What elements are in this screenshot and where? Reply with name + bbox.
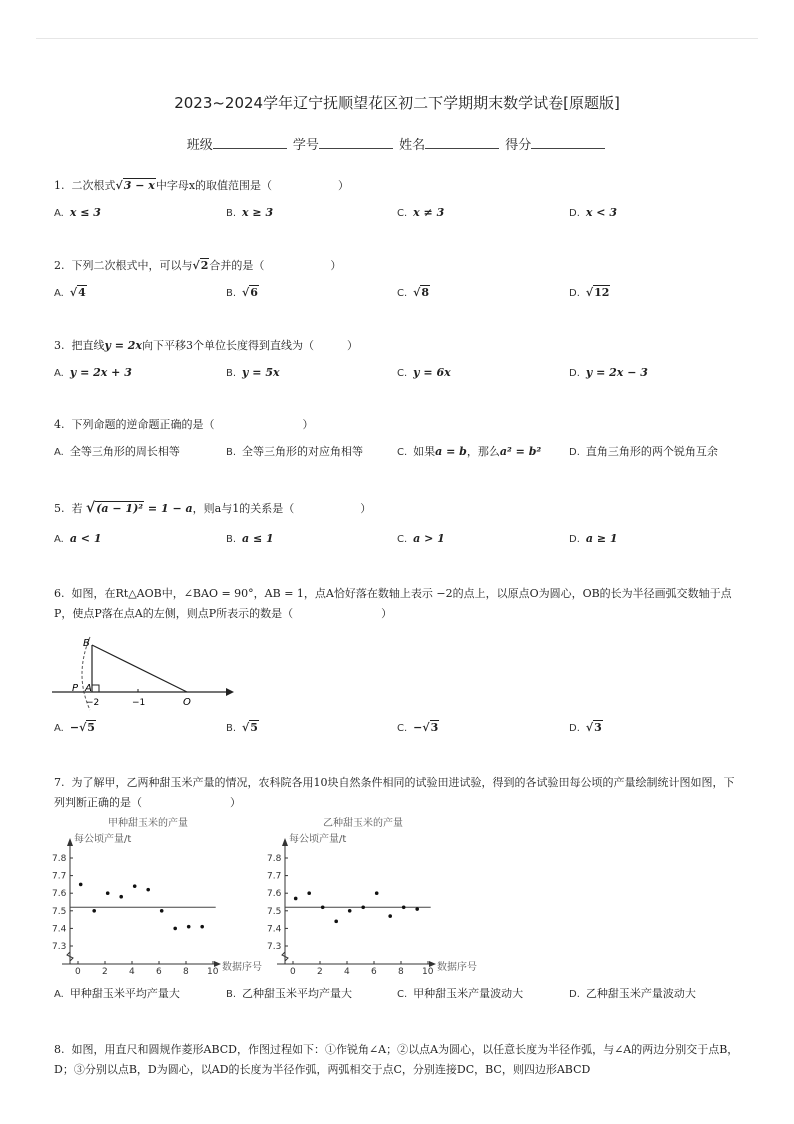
top-divider	[36, 38, 758, 39]
x-tick-label: 10	[207, 967, 219, 977]
data-point	[106, 891, 110, 895]
question-8-stem	[54, 1040, 740, 1080]
label-minus-2: −2	[86, 698, 100, 708]
q4-option-b[interactable]: B. 全等三角形的对应角相等	[226, 445, 364, 458]
student-info-line	[0, 134, 794, 153]
x-tick-label: 10	[422, 967, 434, 977]
x-tick-label: 2	[102, 967, 108, 977]
stem-text: 中字母x的取值范围是（ ）	[155, 179, 350, 192]
q1-option-a[interactable]: A. x ≤ 3	[54, 206, 101, 219]
q3-option-a[interactable]: A. y = 2x + 3	[54, 366, 132, 379]
question-number: 3.	[54, 339, 65, 352]
stem-text: 如图，用直尺和圆规作菱形ABCD，作图过程如下：①作锐角∠A；②以点A为圆心，以任意长度为半径作弧，与∠A的两边分别交于点B，D；③分别以点B，D为圆心，以AD的长度为半径作弧，两弧相交于点C，分别连接DC，BC，则四边形ABCD	[54, 1043, 739, 1076]
data-point	[334, 920, 338, 924]
x-axis-label: 数据序号	[437, 962, 477, 973]
q6-option-c[interactable]: C. −√3	[397, 721, 439, 734]
stem-text: 为了解甲，乙两种甜玉米产量的情况，农科院各用10块自然条件相同的试验田进试验，得到的各试验田每公顷的产量绘制统计图如图，下列判断正确的是（ ）	[54, 776, 735, 809]
x-tick-label: 4	[129, 967, 135, 977]
question-number: 2.	[54, 259, 65, 272]
y-tick-label: 7.4	[52, 924, 67, 935]
data-point	[187, 925, 191, 929]
y-axis-arrow	[282, 838, 288, 846]
stem-radicand: 2	[200, 259, 209, 272]
y-tick-label: 7.8	[52, 854, 67, 864]
q7-option-d[interactable]: D. 乙种甜玉米产量波动大	[569, 987, 696, 1000]
segment-bo	[92, 645, 187, 692]
y-tick-label: 7.4	[267, 924, 282, 935]
class-blank	[213, 136, 287, 149]
right-angle-mark	[92, 685, 99, 692]
q7-option-c[interactable]: C. 甲种甜玉米产量波动大	[397, 987, 524, 1000]
data-point	[361, 905, 365, 909]
number-blank	[319, 136, 393, 149]
q3-option-b[interactable]: B. y = 5x	[226, 366, 280, 379]
q5-option-d[interactable]: D. a ≥ 1	[569, 532, 618, 545]
stem-math: y = 2x	[104, 339, 142, 352]
y-axis-label: 每公顷产量/t	[74, 834, 132, 845]
stem-radicand: (a − 1)²	[96, 502, 144, 515]
data-point	[133, 884, 137, 888]
question-number: 5.	[54, 502, 65, 515]
q6-option-b[interactable]: B. √5	[226, 721, 258, 734]
q2-option-c[interactable]: C. √8	[397, 286, 430, 299]
chart-yi-yield	[255, 814, 480, 980]
q3-option-c[interactable]: C. y = 6x	[397, 366, 451, 379]
stem-text: 下列二次根式中，可以与	[71, 259, 193, 272]
q3-option-d[interactable]: D. y = 2x − 3	[569, 366, 648, 379]
label-p: P	[72, 683, 79, 694]
name-blank	[425, 136, 499, 149]
q4-option-d[interactable]: D. 直角三角形的两个锐角互余	[569, 445, 718, 458]
data-point	[160, 909, 164, 913]
x-tick-label: 0	[75, 967, 81, 977]
x-tick-label: 8	[183, 967, 189, 977]
question-7-stem	[54, 773, 740, 813]
data-point	[79, 883, 83, 887]
stem-radicand: 3 − x	[123, 179, 155, 192]
q6-option-d[interactable]: D. √3	[569, 721, 602, 734]
data-point	[92, 909, 96, 913]
data-point	[200, 925, 204, 929]
q4-option-a[interactable]: A. 全等三角形的周长相等	[54, 445, 180, 458]
data-point	[375, 891, 379, 895]
y-tick-label: 7.3	[52, 942, 67, 952]
q7-option-a[interactable]: A. 甲种甜玉米平均产量大	[54, 987, 180, 1000]
exam-title: 2023~2024学年辽宁抚顺望花区初二下学期期末数学试卷[原题版]	[174, 94, 620, 112]
data-point	[321, 905, 325, 909]
question-number: 6.	[54, 587, 65, 600]
y-tick-label: 7.5	[267, 906, 282, 917]
stem-text: 二次根式	[71, 179, 116, 192]
x-tick-label: 4	[344, 967, 350, 977]
data-point	[388, 914, 392, 918]
q1-option-b[interactable]: B. x ≥ 3	[226, 206, 274, 219]
name-label: 姓名	[399, 138, 426, 153]
q1-option-d[interactable]: D. x < 3	[569, 206, 617, 219]
q6-option-a[interactable]: A. −√5	[54, 721, 95, 734]
stem-text: 合并的是（ ）	[209, 259, 342, 272]
y-tick-label: 7.5	[52, 906, 67, 917]
stem-text: 如图，在Rt△AOB中，∠BAO = 90°，AB = 1，点A恰好落在数轴上表示 −2的点上，以原点O为圆心，OB的长为半径画弧交数轴于点P，使点P落在点A的左侧，则点P所表示的数是（ ）	[54, 587, 732, 620]
y-tick-label: 7.6	[267, 889, 282, 900]
label-minus-1: −1	[132, 698, 146, 708]
data-point	[119, 895, 123, 899]
label-o: O	[183, 697, 191, 708]
question-2-stem: 2. 下列二次根式中，可以与√2合并的是（ ）	[54, 259, 342, 272]
stem-text: 下列命题的逆命题正确的是（ ）	[71, 418, 314, 431]
question-3-stem	[54, 338, 358, 354]
score-blank	[531, 136, 605, 149]
y-tick-label: 7.7	[267, 871, 282, 882]
stem-text: ，则a与1的关系是（ ）	[192, 502, 372, 515]
x-tick-label: 8	[398, 967, 404, 977]
data-point	[146, 888, 150, 892]
score-label: 得分	[505, 138, 532, 153]
x-tick-label: 6	[156, 967, 162, 977]
q2-option-b[interactable]: B. √6	[226, 286, 258, 299]
y-tick-label: 7.6	[52, 889, 67, 900]
number-label: 学号	[292, 138, 319, 153]
stem-text: 把直线	[71, 339, 105, 352]
question-6-stem	[54, 584, 740, 624]
y-tick-label: 7.7	[52, 871, 67, 882]
y-tick-label: 7.3	[267, 942, 282, 952]
question-number: 7.	[54, 776, 65, 789]
number-line-figure	[50, 630, 235, 712]
class-label: 班级	[186, 138, 213, 153]
chart-title: 乙种甜玉米的产量	[323, 818, 403, 829]
q5-option-a[interactable]: A. a < 1	[54, 532, 102, 545]
question-5-stem: 5. 若 √(a − 1)² = 1 − a，则a与1的关系是（ ）	[54, 500, 372, 516]
data-point	[402, 905, 406, 909]
q2-option-d[interactable]: D. √12	[569, 286, 610, 299]
stem-math: = 1 − a	[144, 502, 193, 515]
q5-option-c[interactable]: C. a > 1	[397, 532, 445, 545]
chart-title: 甲种甜玉米的产量	[108, 818, 188, 829]
question-number: 8.	[54, 1043, 65, 1056]
y-axis-arrow	[67, 838, 73, 846]
question-4-stem	[54, 417, 314, 433]
data-point	[415, 907, 419, 911]
question-number: 4.	[54, 418, 65, 431]
q1-option-c[interactable]: C. x ≠ 3	[397, 206, 445, 219]
y-axis-label: 每公顷产量/t	[289, 834, 347, 845]
label-a: A	[85, 683, 92, 694]
x-axis-label: 数据序号	[222, 962, 262, 973]
question-1-stem: 1. 二次根式√3 − x中字母x的取值范围是（ ）	[54, 179, 350, 192]
q2-option-a[interactable]: A. √4	[54, 286, 86, 299]
x-tick-label: 6	[371, 967, 377, 977]
x-tick-label: 2	[317, 967, 323, 977]
data-point	[173, 927, 177, 931]
y-tick-label: 7.8	[267, 854, 282, 864]
data-point	[294, 897, 298, 901]
stem-text: 若	[71, 502, 83, 515]
q5-option-b[interactable]: B. a ≤ 1	[226, 532, 274, 545]
data-point	[348, 909, 352, 913]
question-number: 1.	[54, 179, 65, 192]
q7-option-b[interactable]: B. 乙种甜玉米平均产量大	[226, 987, 353, 1000]
q4-option-c[interactable]: C. 如果a = b，那么a² = b²	[397, 445, 542, 458]
axis-arrow	[226, 688, 234, 696]
label-b: B	[83, 638, 90, 649]
chart-jia-yield	[40, 814, 265, 980]
x-tick-label: 0	[290, 967, 296, 977]
data-point	[307, 891, 311, 895]
stem-text: 向下平移3个单位长度得到直线为（ ）	[141, 339, 358, 352]
